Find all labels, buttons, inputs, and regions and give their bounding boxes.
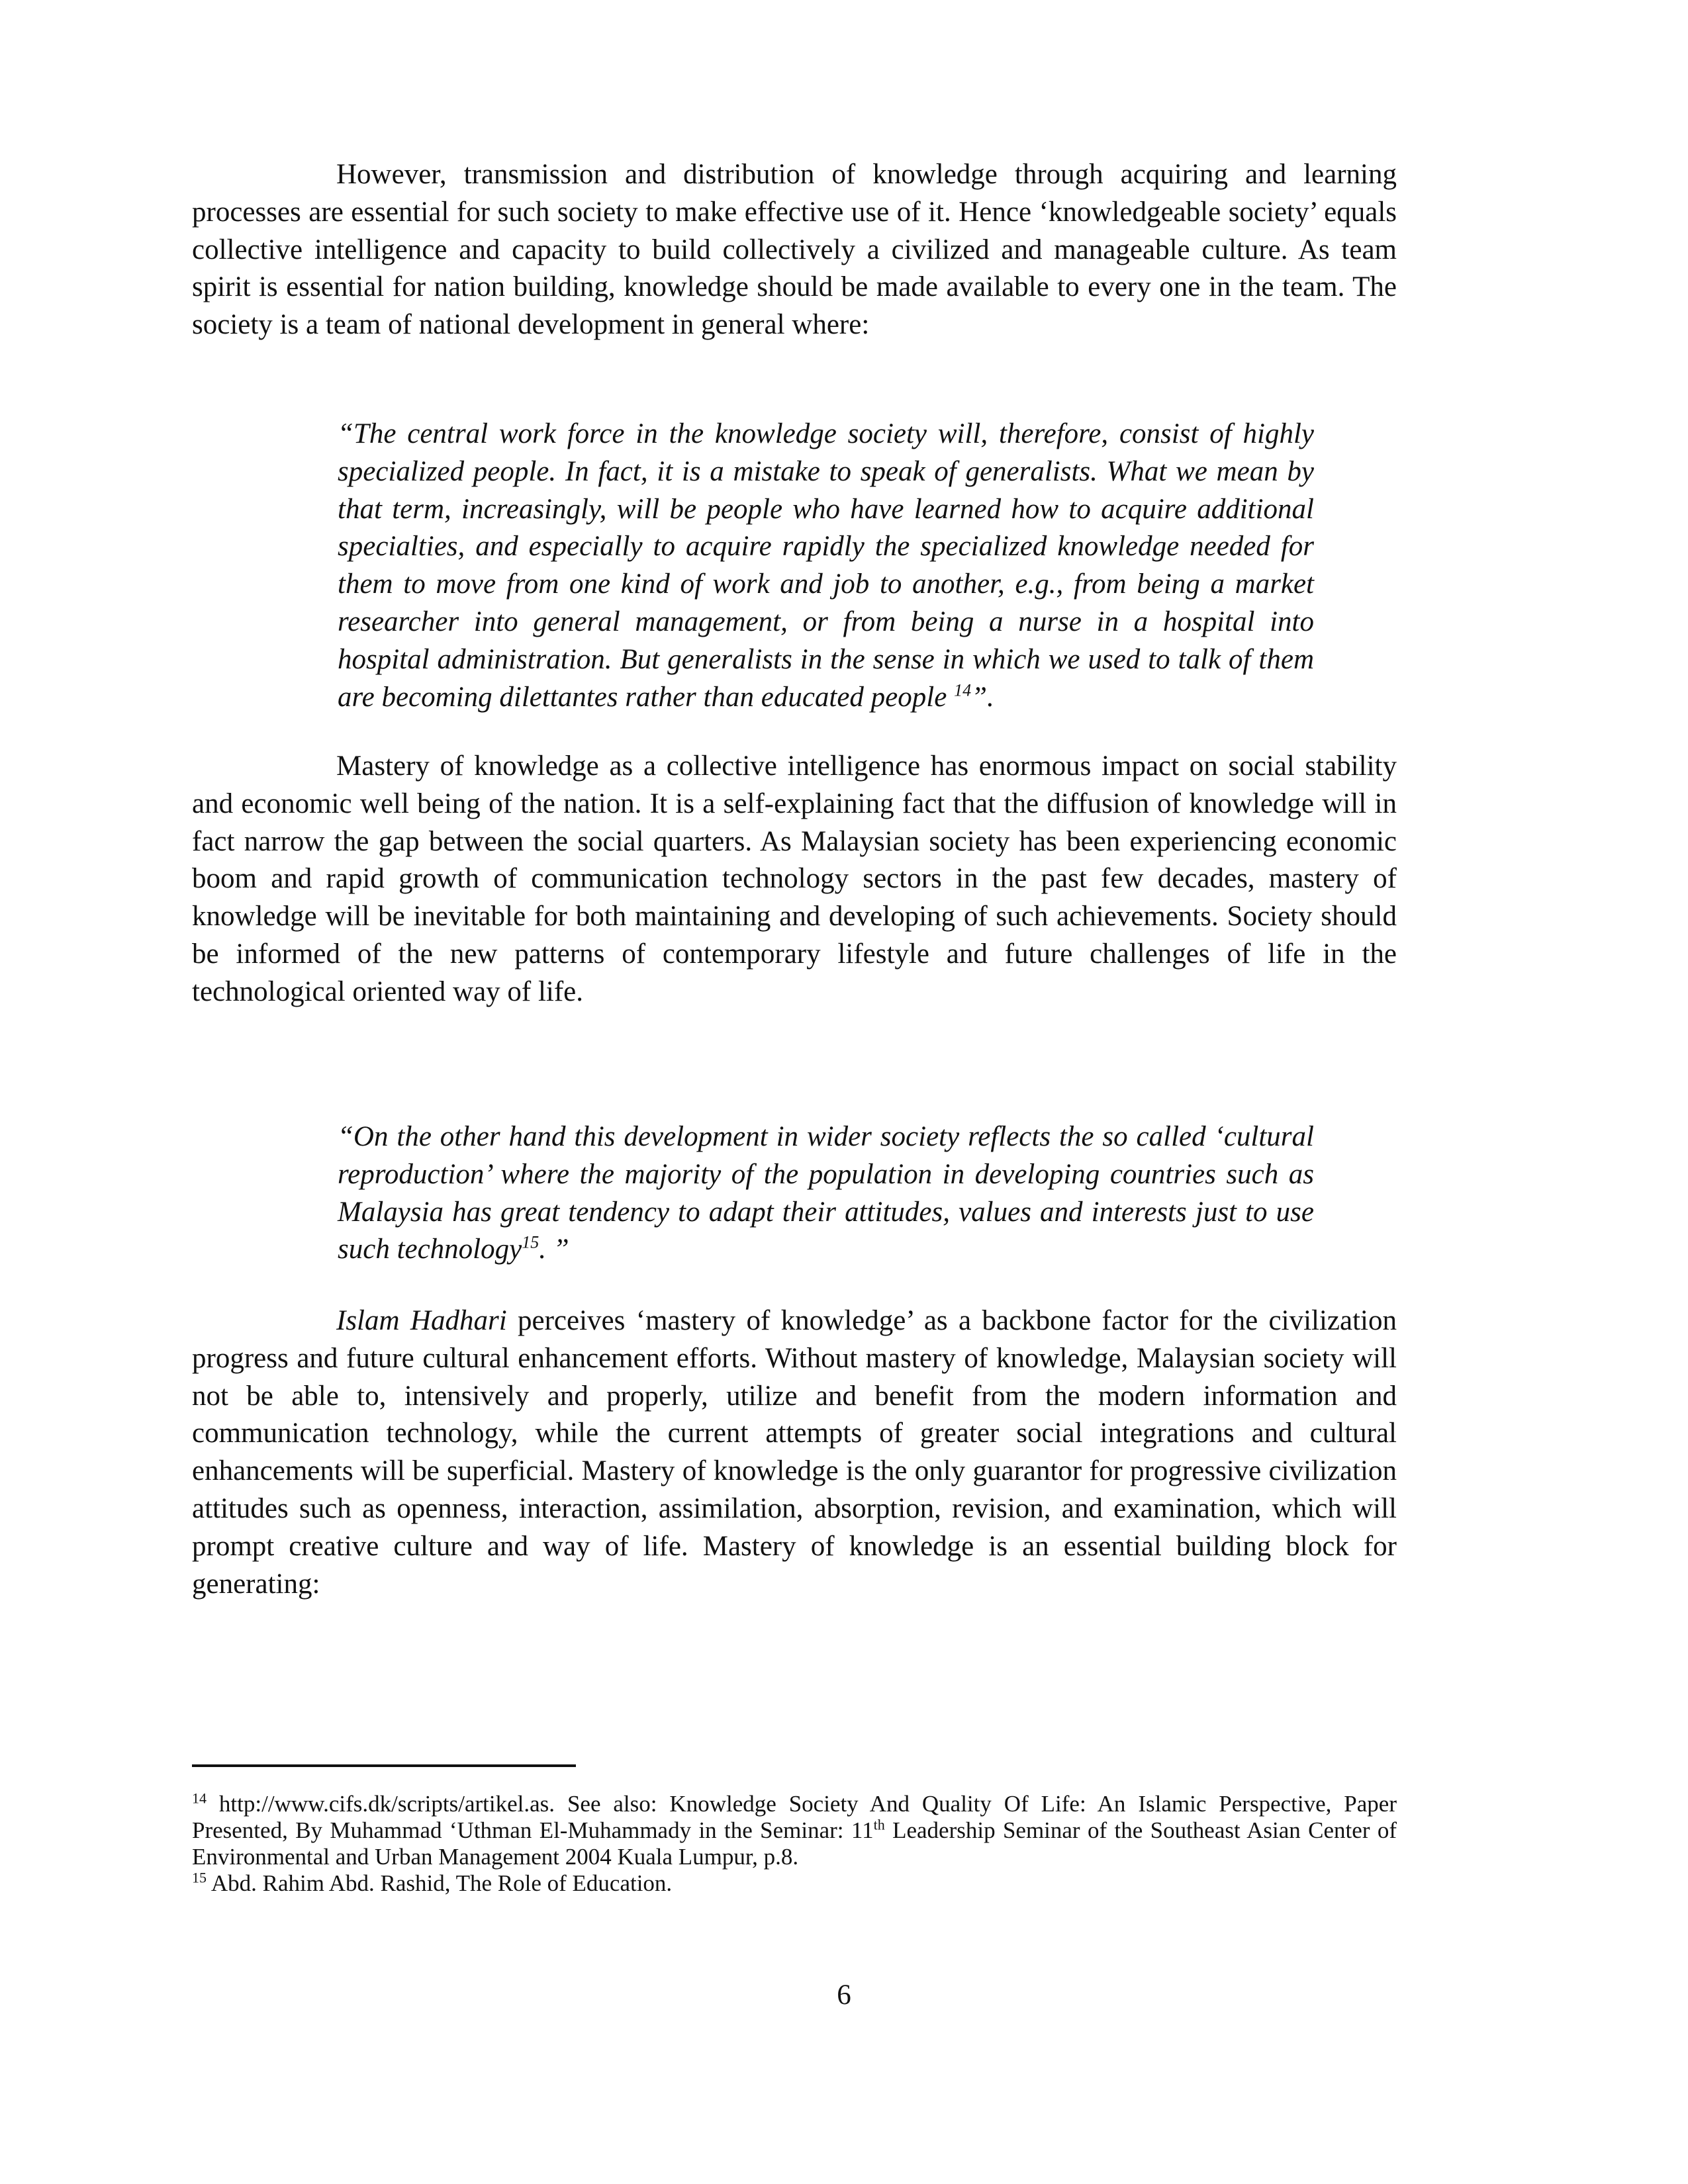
footnote-15 — [192, 1870, 1397, 1897]
footnote-ref-15[interactable]: 15 — [522, 1233, 539, 1253]
body-paragraph-1: However, transmission and distribution of knowledge through acquiring and learning processes are essential for such society to make effective use of it. Hence ‘knowledgeable society’ equals collective intelligence and capacity to build collectively a civilized and manageable culture. As team spirit is essential for nation building, knowledge should be made available to every one in the team. The society is a team of national development in general where: — [192, 159, 1397, 341]
quote-closing: . ” — [539, 1234, 569, 1265]
quote-closing: ”. — [971, 681, 994, 713]
footnote-text: Abd. Rahim Abd. Rashid, The Role of Education. — [207, 1870, 673, 1896]
footnote-number: 14 — [192, 1790, 207, 1807]
quote-text: “On the other hand this development in wider society reflects the so called ‘cultural reproduction’ where the majority of the population in developing countries such as Malaysia has great tendency to adapt their attitudes, values and interests just to use such technology — [338, 1121, 1314, 1265]
ordinal-suffix: th — [873, 1816, 885, 1833]
footnote-separator — [192, 1764, 576, 1767]
paragraph-text: perceives ‘mastery of knowledge’ as a backbone factor for the civilization progress and future cultural enhancement efforts. Without mastery of knowledge, Malaysian society will not be able to, intensively and properly, utilize and benefit from the modern information and communication technology, while the current attempts of greater social integrations and cultural enhancements will be superficial. Mastery of knowledge is the only guarantor for progressive civilization attitudes such as openness, interaction, assimilation, absorption, revision, and examination, which will prompt creative culture and way of life. Mastery of knowledge is an essential building block for generating: — [192, 1305, 1397, 1600]
footnote-14 — [192, 1791, 1397, 1870]
footnote-ref-14[interactable]: 14 — [954, 680, 972, 700]
footnote-number: 15 — [192, 1869, 207, 1886]
body-paragraph-2: Mastery of knowledge as a collective intelligence has enormous impact on social stability and economic well being of the nation. It is a self-explaining fact that the diffusion of knowledge will in fact narrow the gap between the social quarters. As Malaysian society has been experiencing economic boom and rapid growth of communication technology sectors in the past few decades, mastery of knowledge will be inevitable for both maintaining and developing of such achievements. Society should be informed of the new patterns of contemporary lifestyle and future challenges of life in the technological oriented way of life. — [192, 751, 1397, 1007]
footnote-text-cont: Leadership Seminar of the Southeast Asian Center of Environmental and Urban Management 2004 Kuala Lumpur, p.8. — [192, 1817, 1397, 1870]
page-number: 6 — [837, 1979, 851, 2011]
quote-text: “The central work force in the knowledge society will, therefore, consist of highly specialized people. In fact, it is a mistake to speak of generalists. What we mean by that term, increasingly, will be people who have learned how to acquire additional specialties, and especially to acquire rapidly the specialized knowledge needed for them to move from one kind of work and job to another, e.g., from being a market researcher into general management, or from being a nurse in a hospital into hospital administration. But generalists in the sense in which we used to talk of them are becoming dilettantes rather than educated people — [338, 418, 1314, 713]
body-paragraph-3 — [192, 1302, 1397, 1603]
block-quote-1 — [338, 416, 1314, 716]
block-quote-2 — [338, 1118, 1314, 1269]
islam-hadhari-term: Islam Hadhari — [336, 1305, 507, 1336]
footnote-text: http://www.cifs.dk/scripts/artikel.as. See also: Knowledge Society And Quality Of Life: An Islamic Perspective, Paper Presented, By Muhammad ‘Uthman El-Muhammady in the Seminar: 11 — [192, 1791, 1397, 1843]
